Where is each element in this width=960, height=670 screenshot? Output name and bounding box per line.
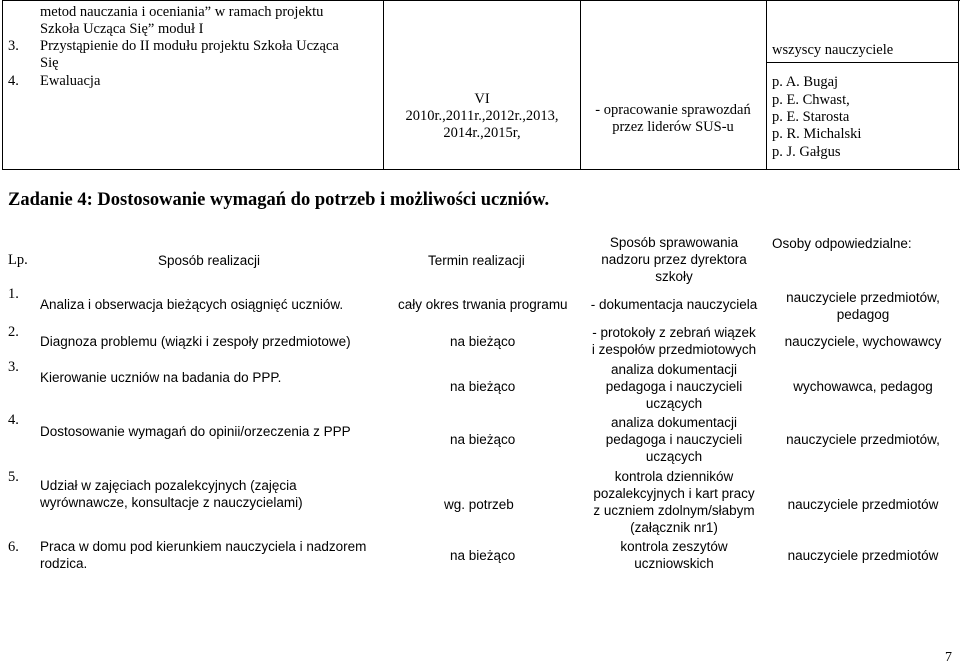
top-person: p. E. Starosta: [772, 109, 850, 125]
top-row-text-line: Przystąpienie do II modułu projektu Szkoła Ucząca: [40, 38, 339, 54]
row-nadzor-line: uczących: [645, 396, 703, 411]
header-nadzor-line: szkoły: [655, 269, 693, 284]
row-sposob-line: wyrównawcze, konsultacje z nauczycielami): [40, 495, 303, 510]
row-number: 1.: [8, 286, 19, 302]
row-nadzor-line: z uczniem zdolnym/słabym: [593, 503, 755, 518]
header-osoby-odpowiedzialne: Osoby odpowiedzialne:: [772, 236, 912, 251]
row-nadzor-line: - protokoły z zebrań wiązek: [592, 325, 756, 340]
row-sposob-line: Praca w domu pod kierunkiem nauczyciela i nadzorem: [40, 539, 367, 554]
row-number: 5.: [8, 469, 19, 485]
row-nadzor-line: i zespołów przedmiotowych: [591, 342, 757, 357]
row-nadzor-line: - dokumentacja nauczyciela: [590, 297, 758, 312]
top-person: p. J. Gałgus: [772, 144, 841, 160]
row-termin: cały okres trwania programu: [398, 297, 568, 312]
row-osoby-line: nauczyciele przedmiotów,: [786, 290, 940, 305]
row-osoby-line: nauczyciele, wychowawcy: [784, 334, 942, 349]
row-number: 2.: [8, 324, 19, 340]
row-number: 6.: [8, 539, 19, 555]
top-people-header: wszyscy nauczyciele: [772, 42, 894, 58]
row-sposob-line: Udział w zajęciach pozalekcyjnych (zajęcia: [40, 478, 297, 493]
row-termin: na bieżąco: [450, 548, 516, 563]
row-nadzor-line: uczniowskich: [634, 556, 714, 571]
top-row-number: 3.: [8, 38, 19, 54]
top-term-line: 2010r.,2011r.,2012r.,2013,: [405, 108, 559, 124]
header-nadzor-line: nadzoru przez dyrektora: [601, 252, 747, 267]
row-termin: na bieżąco: [450, 432, 516, 447]
top-term-line: 2014r.,2015r,: [443, 125, 521, 141]
row-sposob-line: Diagnoza problemu (wiązki i zespoły przedmiotowe): [40, 334, 351, 349]
top-row-text-line: Się: [40, 55, 59, 71]
row-termin: na bieżąco: [450, 334, 516, 349]
header-lp: Lp.: [8, 252, 28, 268]
row-termin: na bieżąco: [450, 379, 516, 394]
row-nadzor-line: pozalekcyjnych i kart pracy: [593, 486, 755, 501]
row-number: 4.: [8, 412, 19, 428]
row-nadzor-line: analiza dokumentacji: [610, 415, 738, 430]
page-number: 7: [945, 650, 952, 665]
row-osoby-line: nauczyciele przedmiotów,: [786, 432, 940, 447]
row-osoby-line: wychowawca, pedagog: [793, 379, 933, 394]
header-termin-realizacji: Termin realizacji: [428, 253, 525, 268]
row-osoby-line: nauczyciele przedmiotów: [787, 548, 939, 563]
row-nadzor-line: kontrola zeszytów: [620, 539, 728, 554]
row-nadzor-line: pedagoga i nauczycieli: [605, 379, 743, 394]
row-number: 3.: [8, 359, 19, 375]
row-nadzor-line: uczących: [645, 449, 703, 464]
top-row-text-line: Ewaluacja: [40, 73, 101, 89]
top-method-line: - opracowanie sprawozdań: [595, 102, 751, 118]
row-osoby-line: nauczyciele przedmiotów: [787, 497, 939, 512]
header-sposob-realizacji: Sposób realizacji: [158, 253, 261, 268]
row-nadzor-line: analiza dokumentacji: [610, 362, 738, 377]
row-osoby-line: pedagog: [836, 307, 890, 322]
row-termin: wg. potrzeb: [444, 497, 514, 512]
row-sposob-line: Dostosowanie wymagań do opinii/orzeczenia z PPP: [40, 424, 351, 439]
top-method-line: przez liderów SUS-u: [612, 119, 734, 135]
top-row-text-line: metod nauczania i oceniania” w ramach projektu: [40, 4, 324, 20]
top-person: p. R. Michalski: [772, 126, 862, 142]
top-row-text-line: Szkoła Ucząca Się” moduł I: [40, 21, 204, 37]
row-nadzor-line: pedagoga i nauczycieli: [605, 432, 743, 447]
row-nadzor-line: (załącznik nr1): [630, 520, 718, 535]
row-sposob-line: Kierowanie uczniów na badania do PPP.: [40, 370, 282, 385]
section-heading: Zadanie 4: Dostosowanie wymagań do potrzeb i możliwości uczniów.: [8, 190, 550, 210]
row-sposob-line: Analiza i obserwacja bieżących osiągnięć uczniów.: [40, 297, 344, 312]
top-term-line: VI: [474, 91, 490, 107]
row-sposob-line: rodzica.: [40, 556, 88, 571]
row-nadzor-line: kontrola dzienników: [614, 469, 734, 484]
top-person: p. E. Chwast,: [772, 92, 850, 108]
header-nadzor-line: Sposób sprawowania: [609, 235, 739, 250]
top-row-number: 4.: [8, 73, 19, 89]
top-person: p. A. Bugaj: [772, 74, 839, 90]
